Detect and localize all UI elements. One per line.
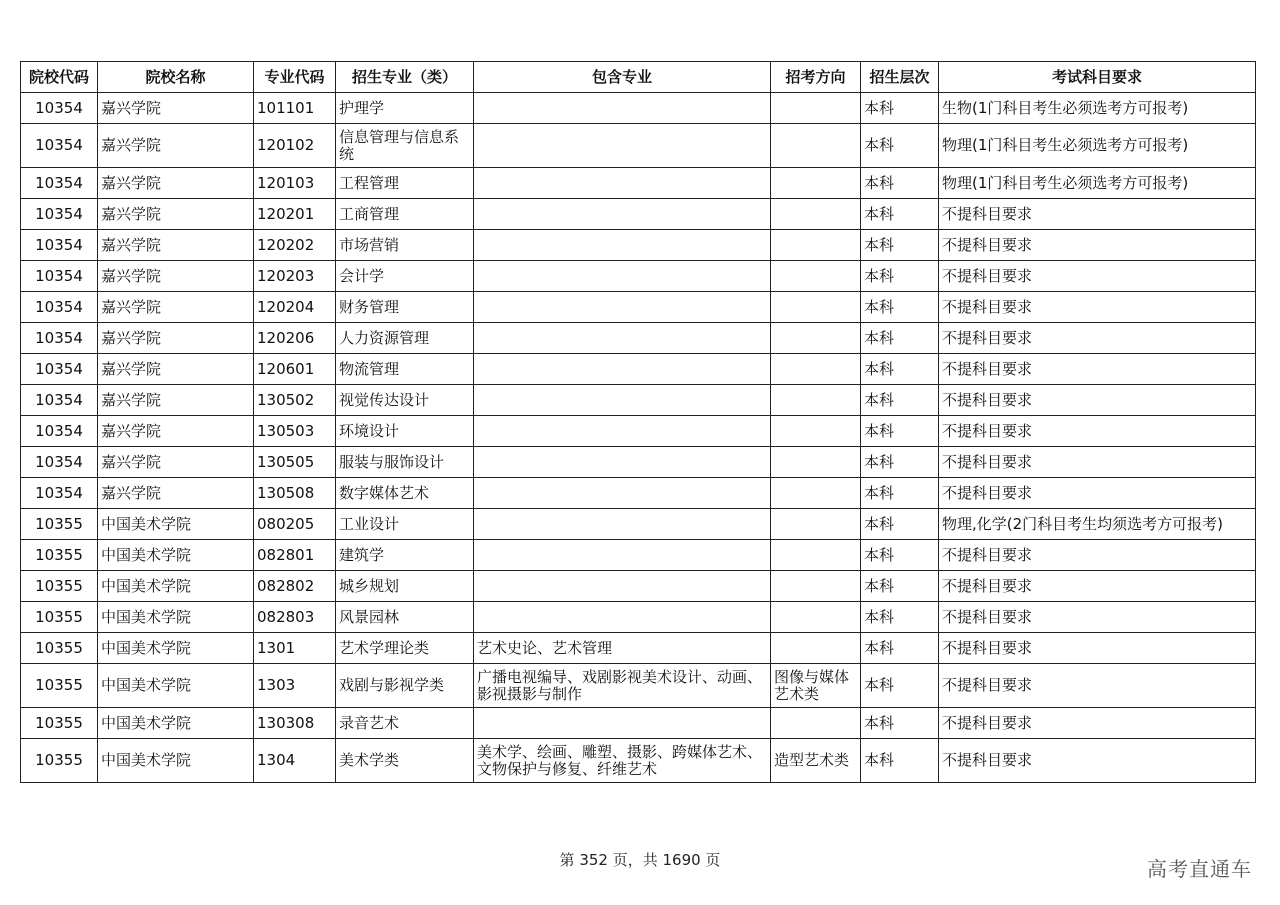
cell-direction bbox=[771, 199, 861, 230]
cell-included-majors bbox=[474, 509, 771, 540]
cell-subject-requirements: 物理,化学(2门科目考生均须选考方可报考) bbox=[939, 509, 1256, 540]
header-level: 招生层次 bbox=[861, 62, 939, 93]
cell-major-code: 120204 bbox=[254, 292, 336, 323]
admissions-table bbox=[20, 61, 1256, 783]
cell-major-code: 082801 bbox=[254, 540, 336, 571]
cell-included-majors bbox=[474, 323, 771, 354]
cell-major: 戏剧与影视学类 bbox=[336, 664, 474, 708]
cell-direction bbox=[771, 124, 861, 168]
cell-direction bbox=[771, 633, 861, 664]
cell-school-code: 10355 bbox=[21, 509, 98, 540]
table-body bbox=[21, 93, 1256, 783]
cell-direction bbox=[771, 292, 861, 323]
cell-subject-requirements: 物理(1门科目考生必须选考方可报考) bbox=[939, 168, 1256, 199]
cell-major-code: 120206 bbox=[254, 323, 336, 354]
cell-level: 本科 bbox=[861, 199, 939, 230]
cell-direction bbox=[771, 478, 861, 509]
cell-level: 本科 bbox=[861, 292, 939, 323]
cell-level: 本科 bbox=[861, 261, 939, 292]
cell-included-majors bbox=[474, 602, 771, 633]
table-row bbox=[21, 447, 1256, 478]
cell-major: 美术学类 bbox=[336, 739, 474, 783]
cell-included-majors bbox=[474, 261, 771, 292]
cell-major: 数字媒体艺术 bbox=[336, 478, 474, 509]
cell-school-code: 10355 bbox=[21, 708, 98, 739]
watermark: 高考直通车 bbox=[1147, 857, 1252, 881]
table-row bbox=[21, 478, 1256, 509]
cell-school-code: 10355 bbox=[21, 633, 98, 664]
cell-major-code: 120102 bbox=[254, 124, 336, 168]
cell-school-code: 10354 bbox=[21, 323, 98, 354]
cell-direction: 造型艺术类 bbox=[771, 739, 861, 783]
cell-major-code: 082803 bbox=[254, 602, 336, 633]
cell-subject-requirements: 不提科目要求 bbox=[939, 664, 1256, 708]
table-header bbox=[21, 62, 1256, 93]
cell-direction: 图像与媒体艺术类 bbox=[771, 664, 861, 708]
cell-level: 本科 bbox=[861, 509, 939, 540]
cell-school-name: 嘉兴学院 bbox=[98, 261, 254, 292]
cell-school-name: 嘉兴学院 bbox=[98, 230, 254, 261]
cell-major: 城乡规划 bbox=[336, 571, 474, 602]
table-row bbox=[21, 261, 1256, 292]
cell-major: 市场营销 bbox=[336, 230, 474, 261]
cell-direction bbox=[771, 354, 861, 385]
cell-major-code: 120203 bbox=[254, 261, 336, 292]
cell-major-code: 120103 bbox=[254, 168, 336, 199]
cell-school-code: 10354 bbox=[21, 93, 98, 124]
cell-level: 本科 bbox=[861, 168, 939, 199]
cell-direction bbox=[771, 602, 861, 633]
cell-major-code: 130505 bbox=[254, 447, 336, 478]
cell-school-name: 中国美术学院 bbox=[98, 540, 254, 571]
header-school-name: 院校名称 bbox=[98, 62, 254, 93]
cell-included-majors bbox=[474, 93, 771, 124]
cell-school-code: 10355 bbox=[21, 602, 98, 633]
cell-school-name: 中国美术学院 bbox=[98, 633, 254, 664]
cell-school-name: 中国美术学院 bbox=[98, 602, 254, 633]
table-row bbox=[21, 354, 1256, 385]
cell-major-code: 101101 bbox=[254, 93, 336, 124]
cell-level: 本科 bbox=[861, 416, 939, 447]
cell-subject-requirements: 不提科目要求 bbox=[939, 571, 1256, 602]
cell-direction bbox=[771, 509, 861, 540]
cell-level: 本科 bbox=[861, 124, 939, 168]
cell-level: 本科 bbox=[861, 664, 939, 708]
cell-major-code: 120201 bbox=[254, 199, 336, 230]
cell-level: 本科 bbox=[861, 385, 939, 416]
table-row bbox=[21, 664, 1256, 708]
table-row bbox=[21, 385, 1256, 416]
cell-school-name: 嘉兴学院 bbox=[98, 447, 254, 478]
cell-school-code: 10355 bbox=[21, 664, 98, 708]
header-school-code: 院校代码 bbox=[21, 62, 98, 93]
cell-included-majors: 美术学、绘画、雕塑、摄影、跨媒体艺术、文物保护与修复、纤维艺术 bbox=[474, 739, 771, 783]
cell-school-name: 嘉兴学院 bbox=[98, 199, 254, 230]
header-subject-requirements: 考试科目要求 bbox=[939, 62, 1256, 93]
cell-major: 工程管理 bbox=[336, 168, 474, 199]
cell-subject-requirements: 不提科目要求 bbox=[939, 708, 1256, 739]
cell-major-code: 120601 bbox=[254, 354, 336, 385]
cell-major: 财务管理 bbox=[336, 292, 474, 323]
cell-included-majors: 艺术史论、艺术管理 bbox=[474, 633, 771, 664]
cell-school-name: 嘉兴学院 bbox=[98, 93, 254, 124]
cell-school-code: 10354 bbox=[21, 168, 98, 199]
cell-subject-requirements: 生物(1门科目考生必须选考方可报考) bbox=[939, 93, 1256, 124]
table-row bbox=[21, 708, 1256, 739]
cell-direction bbox=[771, 168, 861, 199]
cell-school-name: 嘉兴学院 bbox=[98, 354, 254, 385]
cell-subject-requirements: 不提科目要求 bbox=[939, 602, 1256, 633]
cell-included-majors bbox=[474, 230, 771, 261]
cell-major: 环境设计 bbox=[336, 416, 474, 447]
cell-level: 本科 bbox=[861, 478, 939, 509]
cell-major-code: 130508 bbox=[254, 478, 336, 509]
cell-level: 本科 bbox=[861, 447, 939, 478]
cell-subject-requirements: 不提科目要求 bbox=[939, 199, 1256, 230]
table-row bbox=[21, 571, 1256, 602]
cell-included-majors bbox=[474, 354, 771, 385]
cell-school-name: 中国美术学院 bbox=[98, 664, 254, 708]
cell-major: 人力资源管理 bbox=[336, 323, 474, 354]
cell-direction bbox=[771, 385, 861, 416]
cell-school-code: 10354 bbox=[21, 292, 98, 323]
cell-included-majors bbox=[474, 416, 771, 447]
cell-level: 本科 bbox=[861, 354, 939, 385]
cell-major-code: 1301 bbox=[254, 633, 336, 664]
cell-school-name: 嘉兴学院 bbox=[98, 385, 254, 416]
table-row bbox=[21, 739, 1256, 783]
header-major-code: 专业代码 bbox=[254, 62, 336, 93]
header-included-majors: 包含专业 bbox=[474, 62, 771, 93]
table-row bbox=[21, 416, 1256, 447]
cell-level: 本科 bbox=[861, 93, 939, 124]
cell-major: 艺术学理论类 bbox=[336, 633, 474, 664]
cell-major: 录音艺术 bbox=[336, 708, 474, 739]
table-row bbox=[21, 540, 1256, 571]
cell-major: 视觉传达设计 bbox=[336, 385, 474, 416]
cell-level: 本科 bbox=[861, 602, 939, 633]
cell-school-code: 10354 bbox=[21, 124, 98, 168]
cell-included-majors bbox=[474, 199, 771, 230]
cell-major: 建筑学 bbox=[336, 540, 474, 571]
cell-subject-requirements: 不提科目要求 bbox=[939, 633, 1256, 664]
cell-major: 服装与服饰设计 bbox=[336, 447, 474, 478]
cell-major-code: 1303 bbox=[254, 664, 336, 708]
cell-included-majors bbox=[474, 292, 771, 323]
cell-subject-requirements: 不提科目要求 bbox=[939, 230, 1256, 261]
cell-school-name: 中国美术学院 bbox=[98, 509, 254, 540]
cell-school-name: 嘉兴学院 bbox=[98, 323, 254, 354]
cell-school-code: 10354 bbox=[21, 199, 98, 230]
header-major: 招生专业（类） bbox=[336, 62, 474, 93]
table-row bbox=[21, 509, 1256, 540]
cell-major: 物流管理 bbox=[336, 354, 474, 385]
cell-subject-requirements: 物理(1门科目考生必须选考方可报考) bbox=[939, 124, 1256, 168]
cell-direction bbox=[771, 230, 861, 261]
cell-included-majors bbox=[474, 447, 771, 478]
cell-major-code: 130502 bbox=[254, 385, 336, 416]
cell-included-majors bbox=[474, 540, 771, 571]
table-row bbox=[21, 292, 1256, 323]
cell-included-majors bbox=[474, 571, 771, 602]
cell-major: 工业设计 bbox=[336, 509, 474, 540]
cell-direction bbox=[771, 323, 861, 354]
cell-included-majors: 广播电视编导、戏剧影视美术设计、动画、影视摄影与制作 bbox=[474, 664, 771, 708]
cell-included-majors bbox=[474, 385, 771, 416]
cell-school-name: 嘉兴学院 bbox=[98, 292, 254, 323]
cell-school-code: 10354 bbox=[21, 354, 98, 385]
cell-school-code: 10354 bbox=[21, 261, 98, 292]
cell-subject-requirements: 不提科目要求 bbox=[939, 447, 1256, 478]
cell-level: 本科 bbox=[861, 739, 939, 783]
cell-subject-requirements: 不提科目要求 bbox=[939, 416, 1256, 447]
cell-major-code: 082802 bbox=[254, 571, 336, 602]
cell-direction bbox=[771, 447, 861, 478]
cell-major: 护理学 bbox=[336, 93, 474, 124]
cell-level: 本科 bbox=[861, 633, 939, 664]
cell-major: 工商管理 bbox=[336, 199, 474, 230]
table-row bbox=[21, 199, 1256, 230]
cell-level: 本科 bbox=[861, 230, 939, 261]
cell-subject-requirements: 不提科目要求 bbox=[939, 540, 1256, 571]
table-row bbox=[21, 168, 1256, 199]
cell-subject-requirements: 不提科目要求 bbox=[939, 261, 1256, 292]
cell-school-code: 10355 bbox=[21, 540, 98, 571]
cell-subject-requirements: 不提科目要求 bbox=[939, 292, 1256, 323]
cell-direction bbox=[771, 93, 861, 124]
table-row bbox=[21, 323, 1256, 354]
cell-school-code: 10354 bbox=[21, 416, 98, 447]
cell-school-code: 10354 bbox=[21, 230, 98, 261]
table-row bbox=[21, 93, 1256, 124]
cell-major-code: 1304 bbox=[254, 739, 336, 783]
cell-school-code: 10354 bbox=[21, 385, 98, 416]
cell-school-name: 中国美术学院 bbox=[98, 708, 254, 739]
cell-major: 信息管理与信息系统 bbox=[336, 124, 474, 168]
cell-school-name: 中国美术学院 bbox=[98, 571, 254, 602]
table-row bbox=[21, 633, 1256, 664]
cell-school-name: 嘉兴学院 bbox=[98, 478, 254, 509]
cell-included-majors bbox=[474, 124, 771, 168]
header-direction: 招考方向 bbox=[771, 62, 861, 93]
cell-major: 会计学 bbox=[336, 261, 474, 292]
cell-level: 本科 bbox=[861, 708, 939, 739]
cell-school-code: 10355 bbox=[21, 571, 98, 602]
cell-major-code: 120202 bbox=[254, 230, 336, 261]
cell-school-name: 中国美术学院 bbox=[98, 739, 254, 783]
header-row bbox=[21, 62, 1256, 93]
cell-school-name: 嘉兴学院 bbox=[98, 416, 254, 447]
cell-subject-requirements: 不提科目要求 bbox=[939, 385, 1256, 416]
cell-major-code: 130308 bbox=[254, 708, 336, 739]
cell-major: 风景园林 bbox=[336, 602, 474, 633]
cell-subject-requirements: 不提科目要求 bbox=[939, 478, 1256, 509]
page-number: 第 352 页，共 1690 页 bbox=[559, 851, 721, 869]
cell-school-name: 嘉兴学院 bbox=[98, 124, 254, 168]
cell-school-code: 10354 bbox=[21, 447, 98, 478]
cell-level: 本科 bbox=[861, 323, 939, 354]
cell-major-code: 130503 bbox=[254, 416, 336, 447]
cell-school-code: 10355 bbox=[21, 739, 98, 783]
cell-direction bbox=[771, 708, 861, 739]
table-row bbox=[21, 602, 1256, 633]
cell-school-code: 10354 bbox=[21, 478, 98, 509]
cell-subject-requirements: 不提科目要求 bbox=[939, 354, 1256, 385]
table-row bbox=[21, 230, 1256, 261]
cell-included-majors bbox=[474, 708, 771, 739]
cell-direction bbox=[771, 540, 861, 571]
cell-included-majors bbox=[474, 168, 771, 199]
cell-level: 本科 bbox=[861, 571, 939, 602]
table-row bbox=[21, 124, 1256, 168]
cell-direction bbox=[771, 261, 861, 292]
cell-major-code: 080205 bbox=[254, 509, 336, 540]
cell-level: 本科 bbox=[861, 540, 939, 571]
cell-direction bbox=[771, 571, 861, 602]
cell-school-name: 嘉兴学院 bbox=[98, 168, 254, 199]
cell-subject-requirements: 不提科目要求 bbox=[939, 739, 1256, 783]
cell-included-majors bbox=[474, 478, 771, 509]
cell-direction bbox=[771, 416, 861, 447]
cell-subject-requirements: 不提科目要求 bbox=[939, 323, 1256, 354]
